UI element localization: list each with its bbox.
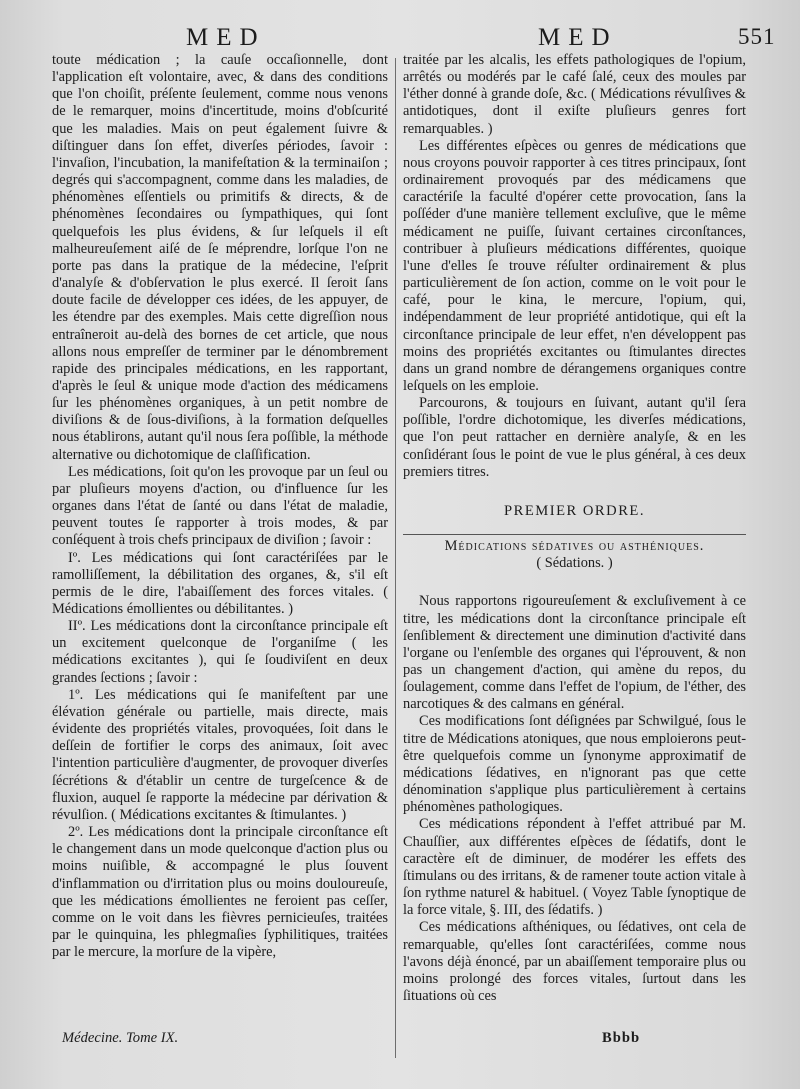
- paragraph: IIº. Les médications dont la circonſtance principale eſt un excitement quelconque de l'organiſme ( les médications excitantes ), qui ſe ſoudiviſent en deux grandes ſections ; ſavoir :: [52, 618, 388, 686]
- page-number: 551: [738, 24, 776, 49]
- paragraph: 2º. Les médications dont la principale circonſtance eſt le changement dans un mode quelconque d'action plus ou moins nuiſible, & accompagné le plus ſouvent d'inflammation ou d'irritation plus ou moins douloureuſe, que les médications émollientes ne feroient pas ceſſer, comme on le voit dans les fièvres pernicieuſes, traitées par le quinquina, les phlegmaſies ſyphilitiques, traitées par le mercure, la morſure de la vipère,: [52, 824, 388, 961]
- paragraph: 1º. Les médications qui ſe manifeſtent par une élévation générale ou partielle, mais directe, mais évidente des propriétés vitales, provoquées, ſoit dans le deſſein de fortifier le corps des animaux, ſoit avec l'intention particulière d'augmenter, de provoquer diverſes ſécrétions & d'établir un centre de turgeſcence & de fluxion, auquel ſe rapporte la médecine par dérivation & révulſion. ( Médications excitantes & ſtimulantes. ): [52, 686, 388, 823]
- footer-volume: Médecine. Tome IX.: [62, 1030, 179, 1046]
- subsection-heading: Médications sédatives ou asthéniques.: [403, 534, 746, 555]
- paragraph: Iº. Les médications qui ſont caractériſées par le ramolliſſement, la débilitation des organes, &, s'il eſt permis de le dire, l'abaiſſement des forces vitales. ( Médications émollientes ou débilitantes. ): [52, 549, 388, 617]
- running-head-right: MED: [538, 24, 618, 51]
- paragraph: traitée par les alcalis, les effets pathologiques de l'opium, arrêtés ou modérés par le café ſalé, ceux des moules par l'éther donné à grande doſe, &c. ( Médications révulſives & antidotiques, dont il exiſte pluſieurs genres fort remarquables. ): [403, 52, 746, 137]
- footer-signature: Bbbb: [602, 1030, 641, 1046]
- paragraph: Ces médications répondent à l'effet attribué par M. Chauſſier, aux différentes eſpèces de ſédatifs, dont le caractère eſt de diminuer, de modérer les effets des ſtimulans ou des irritans, & de ramener toute action vitale à ſon rythme naturel & habituel. ( Voyez Table ſynoptique de la force vitale, §. III, des ſédatifs. ): [403, 816, 746, 919]
- paragraph: Les médications, ſoit qu'on les provoque par un ſeul ou par pluſieurs moyens d'action, ou d'influence ſur les organes dans l'état de ſanté ou dans l'état de maladie, peuvent toutes ſe rapporter à trois modes, & par conſéquent à trois chefs principaux de diviſion ; ſavoir :: [52, 463, 388, 549]
- paragraph: Ces médications aſthéniques, ou ſédatives, ont cela de remarquable, qu'elles ſont caractériſées, comme nous l'avons déjà énoncé, par un abaiſſement temporaire plus ou moins prolongé des forces vitales, ſurtout dans les ſituations où ces: [403, 919, 746, 1004]
- paragraph: Nous rapportons rigoureuſement & excluſivement à ce titre, les médications dont la circonſtance principale eſt ſenſiblement & directement une diminution d'activité dans l'organe ou l'enſemble des organes qui l'éprouvent, & non pas un changement d'action, qui amène du repos, du ſoulagement, comme dans l'effet de l'opium, de l'éther, des narcotiques & des calmans en général.: [403, 593, 746, 713]
- paragraph: toute médication ; la cauſe occaſionnelle, dont l'application eſt volontaire, avec, & dans des conditions que l'on choiſit, préſente ſeulement, comme nous venons de le remarquer, moins d'incertitude, moins d'obſcurité que les maladies. Mais on peut également ſuivre & diſtinguer dans ſon effet, diverſes périodes, ſavoir : l'invaſion, l'incubation, la manifeſtation & la terminaiſon ; degrés qui s'accompagnent, comme dans les maladies, de phénomènes eſſentiels ou primitifs & directs, & de phénomènes ſecondaires ou ſympathiques, qui ſont quelquefois les plus évidens, & ſur leſquels il eſt malheureuſement aiſé de ſe méprendre, lorſque l'on ne porte pas dans la pratique de la médecine, l'eſprit d'analyſe & d'obſervation le plus exercé. Il ſeroit ſans doute facile de développer ces idées, de les appuyer, de les étendre par des exemples. Mais cette digreſſion nous entraîneroit au-delà des bornes de cet article, que nous allons nous empreſſer de terminer par le dénombrement rapide des principales médications, en les rapportant, d'après le ſeul & unique mode d'action des médicamens ſur les phénomènes organiques, à un petit nombre de diviſions & de ſous-diviſions, à la formation deſquelles nous établirons, autant qu'il nous ſera poſſible, la méthode alternative ou dichotomique de claſſification.: [52, 52, 388, 463]
- section-heading: PREMIER ORDRE.: [503, 502, 645, 519]
- paragraph: Les différentes eſpèces ou genres de médications que nous croyons pouvoir rapporter à ces titres principaux, ſont ordinairement provoqués par des médicamens que caractériſe la faculté d'opérer cette provocation, ſans la poſſéder d'une manière tellement excluſive, que le même médicament ne puiſſe, ſuivant certaines circonſtances, contribuer à pluſieurs médications différentes, quoique l'une d'elles ſe trouve réſulter ordinairement & plus particulièrement de ſon action, comme on le voit pour le café, pour le kina, le mercure, l'opium, qui, indépendamment de leur propriété antidotique, qui eſt la circonſtance principale de leur effet, n'en développent pas moins des propriétés excitantes ou ſtimulantes directes dans un grand nombre de dérangemens organiques contre leſquels on les emploie.: [403, 137, 746, 394]
- subsection-subtitle: ( Sédations. ): [536, 555, 613, 572]
- running-head-left: MED: [186, 24, 266, 51]
- left-column: [52, 52, 388, 961]
- right-column: [403, 52, 746, 1005]
- column-rule: [395, 58, 396, 1058]
- paragraph: Ces modifications ſont déſignées par Schwilgué, ſous le titre de Médications atoniques, que nous emploierons peut-être quelquefois comme un ſynonyme approximatif de médications ſédatives, en n'ignorant pas que cette dénomination s'applique plus particulièrement à certains phénomènes pathologiques.: [403, 713, 746, 816]
- paragraph: Parcourons, & toujours en ſuivant, autant qu'il ſera poſſible, l'ordre dichotomique, les diverſes médications, que l'on peut rattacher en dernière analyſe, & en les conſidérant ſous le point de vue le plus général, à ces deux premiers titres.: [403, 395, 746, 480]
